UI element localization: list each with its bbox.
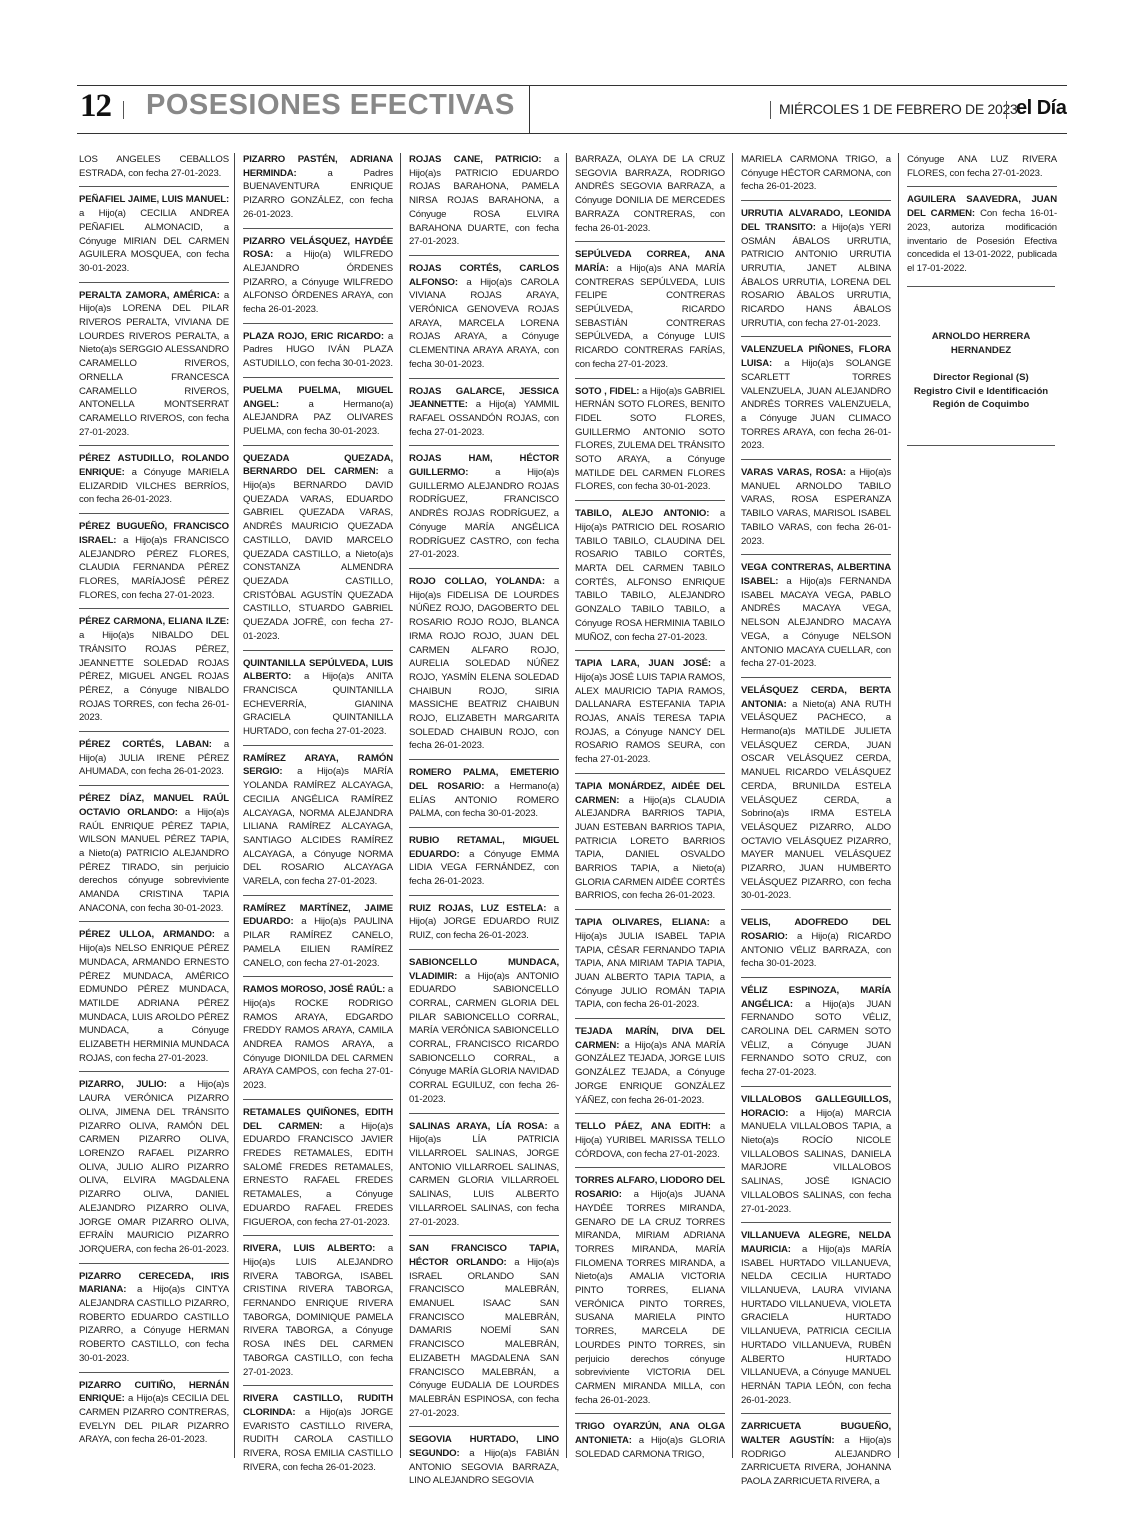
- header-bottom-rule: [77, 133, 1067, 134]
- notice-entry: [575, 916, 725, 1019]
- signatory-name: HERNANDEZ: [950, 344, 1012, 356]
- notice-text: a Hijo(a) RICARDO ANTONIO VÉLIZ BARRAZA, con fecha 30-01-2023.: [741, 930, 892, 970]
- notice-text: a Hijo(a) CECILIA ANDREA PEÑAFIEL ALMONACID, a Cónyuge MIRIAN DEL CARMEN AGUILERA MOSQUEA, con fecha 30-01-2023.: [79, 208, 229, 274]
- notice-text: a Hermano(a) ALEJANDRA PAZ OLIVARES PUELMA, con fecha 30-01-2023.: [243, 398, 393, 437]
- notice-text: a Hijo(a) JORGE EDUARDO RUIZ RUIZ, con fecha 26-01-2023.: [409, 902, 560, 942]
- notice-column-4: [575, 153, 725, 1458]
- notice-entry: [79, 452, 229, 514]
- notice-entry: [741, 153, 891, 201]
- deceased-name: VELÁSQUEZ CERDA, BERTA ANTONIA:: [741, 684, 891, 710]
- signature-block: [907, 330, 1055, 412]
- section-title: POSESIONES EFECTIVAS: [146, 89, 515, 121]
- notice-column-3: [409, 153, 560, 1487]
- notice-entry: [409, 1433, 559, 1494]
- notice-text: a Cónyuge MARIELA ELIZARDID VILCHES BERRÍOS, con fecha 26-01-2023.: [79, 467, 229, 506]
- deceased-name: RUBIO RETAMAL, MIGUEL EDUARDO:: [409, 834, 559, 860]
- deceased-name: VALENZUELA PIÑONES, FLORA LUISA:: [741, 344, 891, 370]
- deceased-name: PIZARRO CUITIÑO, HERNÁN ENRIQUE:: [79, 1379, 229, 1405]
- deceased-name: TAPIA MONÁRDEZ, AIDÉE DEL CARMEN:: [575, 780, 725, 806]
- notice-text: a Hijo(a) YURIBEL MARISSA TELLO CÓRDOVA, con fecha 27-01-2023.: [575, 1121, 725, 1160]
- deceased-name: ROJAS CORTÉS, CARLOS ALFONSO:: [409, 262, 559, 288]
- deceased-name: RAMÍREZ MARTÍNEZ, JAIME EDUARDO:: [243, 902, 393, 928]
- notice-text: Con fecha 16-01-2023, autoriza modificación inventario de Posesión Efectiva concedida el 13-01-2022, publicada el 17-01-2022.: [907, 208, 1057, 274]
- notice-entry: [741, 984, 891, 1087]
- notice-entry: [409, 902, 559, 950]
- deceased-name: TABILO, ALEJO ANTONIO:: [575, 508, 710, 520]
- notice-entry: [741, 466, 891, 555]
- notice-entry: [243, 153, 393, 229]
- deceased-name: RAMÍREZ ARAYA, RAMÓN SERGIO:: [243, 752, 393, 778]
- page-number: 12: [80, 88, 111, 124]
- notice-entry: [409, 1242, 559, 1427]
- notice-entry: [79, 615, 229, 732]
- deceased-name: SAN FRANCISCO TAPIA, HÉCTOR ORLANDO:: [409, 1243, 559, 1268]
- notice-text: a Hijo(a)s RODRIGO ALEJANDRO ZARRICUETA RIVERA, JOHANNA PAOLA ZARRICUETA RIVERA, a: [741, 1435, 891, 1488]
- notice-entry: [243, 235, 393, 324]
- notice-text: a Padres BUENAVENTURA ENRIQUE PIZARRO GONZÁLEZ, con fecha 26-01-2023.: [243, 167, 394, 220]
- deceased-name: PÉREZ ASTUDILLO, ROLANDO ENRIQUE:: [79, 453, 229, 479]
- notice-text: MARIELA CARMONA TRIGO, a Cónyuge HÉCTOR CARMONA, con fecha 26-01-2023.: [741, 154, 891, 193]
- header-tick: [770, 101, 771, 119]
- deceased-name: SABIONCELLO MUNDACA, VLADIMIR:: [409, 956, 559, 982]
- deceased-name: PUELMA PUELMA, MIGUEL ANGEL:: [243, 384, 393, 410]
- notice-entry: [409, 262, 559, 379]
- notice-entry: [79, 1078, 229, 1263]
- notice-entry: [79, 289, 229, 447]
- deceased-name: TELLO PÁEZ, ANA EDITH:: [575, 1121, 711, 1133]
- notice-text: a Padres HUGO IVÁN PLAZA ASTUDILLO, con fecha 30-01-2023.: [243, 330, 393, 370]
- column-divider: [400, 153, 401, 1458]
- deceased-name: PLAZA ROJO, ERIC RICARDO:: [243, 330, 384, 342]
- deceased-name: VEGA CONTRERAS, ALBERTINA ISABEL:: [741, 562, 891, 587]
- deceased-name: SOTO , FIDEL:: [575, 385, 640, 397]
- notice-entry: [907, 193, 1057, 281]
- notice-text: a Hijo(a)s GLORIA SOLEDAD CARMONA TRIGO,: [575, 1435, 726, 1460]
- notice-text: a Hijo(a)s EDUARDO FRANCISCO JAVIER FREDES RETAMALES, EDITH SALOMÉ FREDES RETAMALES, ERNESTO RAFAEL FREDES RETAMALES, a Cónyuge EDUARDO RAFAEL FREDES FIGUEROA, con fecha 27-01-2023.: [243, 1120, 393, 1228]
- header-tick: [1006, 101, 1007, 119]
- notice-text: a Hijo(a)s JULIA ISABEL TAPIA TAPIA, CÉSAR FERNANDO TAPIA TAPIA, ANA MIRIAM TAPIA TAPIA, JUAN ALBERTO TAPIA TAPIA, a Cónyuge JULIO ROMÁN TAPIA TAPIA, con fecha 26-01-2023.: [575, 917, 726, 1011]
- notice-entry: [243, 902, 393, 978]
- notice-text: a Hijo(a)s GABRIEL HERNÁN SOTO FLORES, BENITO FIDEL SOTO FLORES, GUILLERMO ANTONIO SOTO FLORES, ZULEMA DEL TRÁNSITO SOTO ARAYA, a Cónyuge MATILDE DEL CARMEN FLORES FLORES, con fecha 30-01-2023.: [575, 385, 725, 493]
- signatory-region: Región de Coquimbo: [932, 399, 1030, 410]
- deceased-name: RAMOS MOROSO, JOSÉ RAÚL:: [243, 984, 386, 996]
- header-top-rule: [77, 85, 1067, 86]
- deceased-name: RIVERA CASTILLO, RUDITH CLORINDA:: [243, 1393, 393, 1418]
- deceased-name: PÉREZ CARMONA, ELIANA ILZE:: [79, 616, 229, 628]
- deceased-name: RIVERA, LUIS ALBERTO:: [243, 1243, 376, 1255]
- notice-entry: [243, 1106, 393, 1236]
- notice-text: a Hijo(a)s YERI OSMÁN ÁBALOS URRUTIA, PATRICIO ANTONIO URRUTIA URRUTIA, JANET ALBINA ÁBALOS URRUTIA, LORENA DEL ROSARIO ÁBALOS URRUTIA, RICARDO HANS ÁBALOS URRUTIA, con fecha 27-01-2023.: [741, 221, 891, 329]
- notice-text: a Hijo(a)s MARÍA YOLANDA RAMÍREZ ALCAYAGA, CECILIA ANGÉLICA RAMÍREZ ALCAYAGA, NORMA ALEJANDRA LILIANA RAMÍREZ ALCAYAGA, SANTIAGO ALCIDES RAMÍREZ ALCAYAGA, a Cónyuge NORMA DEL ROSARIO ALCAYAGA VARELA, con fecha 27-01-2023.: [243, 766, 394, 888]
- deceased-name: PIZARRO CERECEDA, IRIS MARIANA:: [79, 1270, 229, 1296]
- notice-entry: [409, 956, 559, 1114]
- notice-text: a Hijo(a)s LORENA DEL PILAR RIVEROS PERALTA, VIVIANA DE LOURDES RIVEROS PERALTA, a Nieto(a)s SERGGIO ALESSANDRO CARAMELLO RIVEROS, ORNELLA FRANCESCA CARAMELLO RIVEROS, ANTONELLA MONTSERRAT CARAMELLO RIVEROS, con fecha 27-01-2023.: [79, 289, 229, 438]
- deceased-name: SALINAS ARAYA, LÍA ROSA:: [409, 1120, 548, 1132]
- notice-text: a Hermano(a) ELÍAS ANTONIO ROMERO PALMA, con fecha 30-01-2023.: [409, 780, 559, 820]
- deceased-name: TRIGO OYARZÚN, ANA OLGA ANTONIETA:: [575, 1421, 725, 1447]
- notice-entry: [741, 207, 891, 337]
- notice-entry: [575, 1025, 725, 1114]
- notice-text: a Hijo(a) JULIA IRENE PÉREZ AHUMADA, con fecha 26-01-2023.: [79, 739, 230, 778]
- notice-text: a Hijo(a)s JUAN FERNANDO SOTO VÉLIZ, CAROLINA DEL CARMEN SOTO VÉLIZ, a Cónyuge JUAN FERNANDO SOTO CRUZ, con fecha 27-01-2023.: [741, 998, 891, 1079]
- notice-entry: [575, 153, 725, 242]
- notice-entry: [79, 193, 229, 282]
- notice-text: a Hijo(a)s CECILIA DEL CARMEN PIZARRO CONTRERAS, EVELYN DEL PILAR PIZARRO ARAYA, con fecha 26-01-2023.: [79, 1393, 229, 1446]
- notice-entry: [79, 153, 229, 187]
- notice-entry: [409, 452, 559, 569]
- deceased-name: ZARRICUETA BUGUEÑO, WALTER AGUSTÍN:: [741, 1421, 891, 1447]
- deceased-name: URRUTIA ALVARADO, LEONIDA DEL TRANSITO:: [741, 208, 891, 233]
- signatory-title: Director Regional (S): [933, 372, 1029, 383]
- signatory-org: Registro Civil e Identificación: [913, 385, 1049, 397]
- deceased-name: ROMERO PALMA, EMETERIO DEL ROSARIO:: [409, 767, 559, 792]
- notice-entry: [409, 153, 559, 256]
- deceased-name: RUIZ ROJAS, LUZ ESTELA:: [409, 902, 547, 914]
- notice-column-2: [243, 153, 394, 1473]
- notice-entry: [907, 153, 1057, 187]
- notice-entry: [243, 752, 393, 896]
- notice-entry: [741, 561, 891, 678]
- notice-text: a Hijo(a)s RAÚL ENRIQUE PÉREZ TAPIA, WILSON MANUEL PÉREZ TAPIA, a Nieto(a) PATRICIO ALEJANDRO PÉREZ TIRADO, sin perjuicio derechos cónyuge sobreviviente AMANDA CRISTINA TAPIA ANACONA, con fecha 30-01-2023.: [79, 806, 229, 914]
- notice-entry: [79, 928, 229, 1072]
- notice-column-1: [79, 153, 229, 1458]
- deceased-name: RETAMALES QUIÑONES, EDITH DEL CARMEN:: [243, 1106, 393, 1132]
- deceased-name: TEJADA MARÍN, DIVA DEL CARMEN:: [575, 1026, 725, 1051]
- header-tick: [123, 101, 124, 119]
- notice-text: a Hijo(a)s ANITA FRANCISCA QUINTANILLA ECHEVERRÍA, GIANINA GRACIELA QUINTANILLA HURTADO, con fecha 27-01-2023.: [243, 671, 394, 738]
- notice-entry: [741, 1229, 891, 1414]
- notice-column-6: [907, 153, 1057, 288]
- notice-text: a Hijo(a)s BERNARDO DAVID QUEZADA VARAS, EDUARDO GABRIEL QUEZADA VARAS, ANDRÉS MAURICIO QUEZADA CASTILLO, DAVID MARCELO QUEZADA CASTILLO, a Nieto(a)s CONSTANZA ALMENDRA QUEZADA CASTILLO, CRISTÓBAL AGUSTÍN QUEZADA CASTILLO, STUARDO GABRIEL QUEZADA JOFRÉ, con fecha 27-01-2023.: [243, 466, 394, 642]
- notice-entry: [409, 1120, 559, 1237]
- notice-text: a Hijo(a)s ROCKE RODRIGO RAMOS ARAYA, EDGARDO FREDDY RAMOS ARAYA, CAMILA ANDREA RAMOS ARAYA, a Cónyuge DIONILDA DEL CARMEN ARAYA CAMPOS, con fecha 27-01-2023.: [243, 984, 393, 1092]
- deceased-name: QUINTANILLA SEPÚLVEDA, LUIS ALBERTO:: [243, 657, 393, 683]
- notice-text: a Hijo(a)s MANUEL ARNOLDO TABILO VARAS, ROSA ESPERANZA TABILO VARAS, MARISOL ISABEL TABILO VARAS, con fecha 26-01-2023.: [741, 467, 891, 547]
- notice-entry: [575, 1420, 725, 1467]
- notice-text: a Hijo(a)s LÍA PATRICIA VILLARROEL SALINAS, JORGE ANTONIO VILLARROEL SALINAS, CARMEN GLORIA VILLARROEL SALINAS, LUIS ALBERTO VILLARROEL SALINAS, con fecha 27-01-2023.: [409, 1120, 559, 1228]
- deceased-name: PEÑAFIEL JAIME, LUIS MANUEL:: [79, 194, 229, 206]
- notice-text: BARRAZA, OLAYA DE LA CRUZ SEGOVIA BARRAZA, RODRIGO ANDRÉS SEGOVIA BARRAZA, a Cónyuge DONILIA DE MERCEDES BARRAZA CONTRERAS, con fecha 26-01-2023.: [575, 154, 725, 234]
- column-divider: [898, 153, 899, 1458]
- notice-text: a Hijo(a)s LUIS ALEJANDRO RIVERA TABORGA, ISABEL CRISTINA RIVERA TABORGA, FERNANDO ENRIQUE RIVERA TABORGA, DOMINIQUE PAMELA RIVERA TABORGA, a Cónyuge ROSA INÉS DEL CARMEN TABORGA CASTILLO, con fecha 27-01-2023.: [243, 1243, 394, 1378]
- deceased-name: PÉREZ DÍAZ, MANUEL RAÚL OCTAVIO ORLANDO:: [79, 793, 229, 818]
- deceased-name: VARAS VARAS, ROSA:: [741, 467, 846, 479]
- notice-entry: [243, 330, 393, 378]
- notice-text: a Hijo(a)s ANTONIO EDUARDO SABIONCELLO CORRAL, CARMEN GLORIA DEL PILAR SABIONCELLO CORRAL, MARÍA VERÓNICA SABIONCELLO CORRAL, FRANCISCO RICARDO SABIONCELLO CORRAL, a Cónyuge MARÍA GLORIA NAVIDAD CORRAL EGUILUZ, con fecha 26-01-2023.: [409, 970, 559, 1105]
- notice-text: a Hijo(a) MARCIA MANUELA VILLALOBOS TAPIA, a Nieto(a)s ROCÍO NICOLE VILLALOBOS SALINAS, DANIELA MARJORE VILLALOBOS SALINAS, JOSÉ IGNACIO VILLALOBOS SALINAS, con fecha 27-01-2023.: [741, 1107, 891, 1215]
- notice-entry: [243, 1392, 393, 1480]
- notice-entry: [575, 507, 725, 651]
- notice-entry: [575, 780, 725, 910]
- notice-text: a Hijo(a)s JOSÉ LUIS TAPIA RAMOS, ALEX MAURICIO TAPIA RAMOS, DALLANARA ESTEFANIA TAPIA ROJAS, ANAÍS TERESA TAPIA ROJAS, a Cónyuge NANCY DEL ROSARIO RAMOS SEURA, con fecha 27-01-2023.: [575, 658, 725, 766]
- deceased-name: PÉREZ CORTÉS, LABAN:: [79, 739, 212, 751]
- deceased-name: ROJAS HAM, HÉCTOR GUILLERMO:: [409, 453, 559, 479]
- deceased-name: TAPIA LARA, JUAN JOSÉ:: [575, 658, 711, 670]
- notice-entry: [243, 657, 393, 746]
- notice-text: a Hijo(a)s SOLANGE SCARLETT TORRES VALENZUELA, JUAN ALEJANDRO ANDRÉS TORRES VALENZUELA, a Cónyuge JUAN CLIMACO TORRES ARAYA, con fecha 26-01-2023.: [741, 358, 891, 452]
- notice-text: a Hijo(a)s MARÍA ISABEL HURTADO VILLANUEVA, NELDA CECILIA HURTADO VILLANUEVA, LAURA VIVIANA HURTADO VILLANUEVA, VIOLETA GRACIELA HURTADO VILLANUEVA, PATRICIA CECILIA HURTADO VILLANUEVA, RUBÉN ALBERTO HURTADO VILLANUEVA, a Cónyuge MANUEL HERNÁN TAPIA LEÓN, con fecha 26-01-2023.: [741, 1243, 891, 1406]
- notice-entry: [79, 738, 229, 786]
- notice-entry: [409, 575, 559, 760]
- notice-entry: [575, 657, 725, 774]
- notice-text: a Hijo(a)s JORGE EVARISTO CASTILLO RIVERA, RUDITH CAROLA CASTILLO RIVERA, ROSA EMILIA CASTILLO RIVERA, con fecha 26-01-2023.: [243, 1406, 393, 1473]
- notice-entry: [741, 343, 891, 460]
- issue-date: MIÉRCOLES 1 DE FEBRERO DE 2023: [779, 101, 1018, 117]
- deceased-name: PIZARRO, JULIO:: [79, 1079, 167, 1091]
- notice-text: a Hijo(a)s JUANA HAYDÉE TORRES MIRANDA, GENARO DE LA CRUZ TORRES MIRANDA, MIRIAM ADRIANA TORRES MIRANDA, MARÍA FILOMENA TORRES MIRANDA, a Nieto(a)s AMALIA VICTORIA PINTO TORRES, ELIANA VERÓNICA PINTO TORRES, SUSANA MARIELA PINTO TORRES, MARCELA DE LOURDES PINTO TORRES, sin perjuicio derechos cónyuge sobreviviente VICTORIA DEL CARMEN MIRANDA MILLA, con fecha 26-01-2023.: [575, 1189, 725, 1406]
- deceased-name: ROJO COLLAO, YOLANDA:: [409, 575, 545, 587]
- notice-entry: [741, 1093, 891, 1223]
- column-divider: [234, 153, 235, 1458]
- deceased-name: TORRES ALFARO, LIODORO DEL ROSARIO:: [575, 1175, 725, 1201]
- deceased-name: VELIS, ADOFREDO DEL ROSARIO:: [741, 917, 891, 942]
- deceased-name: PÉREZ ULLOA, ARMANDO:: [79, 929, 215, 941]
- notice-entry: [575, 1120, 725, 1168]
- notice-text: a Hijo(a)s ANA MARÍA GONZÁLEZ TEJADA, JORGE LUIS GONZÁLEZ TEJADA, a Cónyuge JORGE ENRIQUE GONZÁLEZ YÁÑEZ, con fecha 26-01-2023.: [575, 1039, 725, 1106]
- deceased-name: AGUILERA SAAVEDRA, JUAN DEL CARMEN:: [907, 194, 1057, 220]
- notice-entry: [575, 1174, 725, 1414]
- deceased-name: VÉLIZ ESPINOZA, MARÍA ANGÉLICA:: [741, 984, 891, 1010]
- notice-column-5: [741, 153, 892, 1488]
- deceased-name: PERALTA ZAMORA, AMÉRICA:: [79, 289, 220, 301]
- notice-entry: [575, 385, 725, 502]
- notice-text: a Hijo(a)s NELSO ENRIQUE PÉREZ MUNDACA, ARMANDO ERNESTO PÉREZ MUNDACA, AMÉRICO EDMUNDO PÉREZ MUNDACA, MATILDE ADRIANA PÉREZ MUNDACA, LUIS AROLDO PÉREZ MUNDACA, a Cónyuge ELIZABETH HERMINIA MUNDACA ROJAS, con fecha 27-01-2023.: [79, 929, 229, 1064]
- deceased-name: PIZARRO PASTÉN, ADRIANA HERMINDA:: [243, 154, 393, 179]
- column-divider: [732, 153, 733, 1458]
- notice-entry: [79, 792, 229, 922]
- notice-text: a Hijo(a)s CAROLA VIVIANA ROJAS ARAYA, VERÓNICA GENOVEVA ROJAS ARAYA, MARCELA LORENA ROJAS ARAYA, a Cónyuge CLEMENTINA ARAYA ARAYA, con fecha 30-01-2023.: [409, 276, 559, 370]
- notice-text: a Hijo(a) YAMMIL RAFAEL OSSANDÓN ROJAS, con fecha 27-01-2023.: [409, 399, 560, 438]
- deceased-name: PÉREZ BUGUEÑO, FRANCISCO ISRAEL:: [79, 521, 229, 546]
- notice-entry: [243, 983, 393, 1100]
- deceased-name: TAPIA OLIVARES, ELIANA:: [575, 917, 710, 929]
- notice-entry: [741, 1420, 891, 1495]
- column-divider: [566, 153, 567, 1458]
- notice-entry: [741, 916, 891, 978]
- notice-text: a Hijo(a)s PATRICIO DEL ROSARIO TABILO TABILO, CLAUDINA DEL ROSARIO TABILO CORTÉS, MARTA DEL CARMEN TABILO CORTÉS, ALFONSO ENRIQUE TABILO TABILO, ALEJANDRO GONZALO TABILO TABILO, a Cónyuge ROSA HERMINIA TABILO MUÑOZ, con fecha 27-01-2023.: [575, 508, 726, 643]
- notice-text: a Hijo(a)s PATRICIO EDUARDO ROJAS BARAHONA, PAMELA NIRSA ROJAS BARAHONA, a Cónyuge ROSA ELVIRA BARAHONA DUARTE, con fecha 27-01-2023.: [409, 154, 559, 248]
- notice-entry: [79, 1270, 229, 1373]
- deceased-name: VILLANUEVA ALEGRE, NELDA MAURICIA:: [741, 1230, 891, 1255]
- header-divider: [529, 85, 530, 133]
- signature-rule: [907, 286, 1055, 287]
- notice-text: a Hijo(a)s FABIÁN ANTONIO SEGOVIA BARRAZA, LINO ALEJANDRO SEGOVIA: [409, 1448, 560, 1487]
- signature-rule: [907, 445, 1055, 446]
- notice-entry: [409, 834, 559, 896]
- notice-text: a Hijo(a) WILFREDO ALEJANDRO ÓRDENES PIZARRO, a Cónyuge WILFREDO ALFONSO ÓRDENES ARAYA, con fecha 26-01-2023.: [243, 249, 393, 316]
- notice-text: a Hijo(a)s NIBALDO DEL TRÁNSITO ROJAS PÉREZ, JEANNETTE SOLEDAD ROJAS PÉREZ, MIGUEL ANGEL ROJAS PÉREZ, a Cónyuge NIBALDO ROJAS TORRES, con fecha 26-01-2023.: [79, 630, 229, 724]
- notice-entry: [409, 766, 559, 828]
- notice-text: a Hijo(a)s PAULINA PILAR RAMÍREZ CANELO, PAMELA EILIEN RAMÍREZ CANELO, con fecha 27-01-2023.: [243, 916, 394, 969]
- notice-entry: [243, 1242, 393, 1386]
- notice-text: a Cónyuge EMMA LIDIA VEGA FERNÁNDEZ, con fecha 26-01-2023.: [409, 848, 559, 888]
- deceased-name: QUEZADA QUEZADA, BERNARDO DEL CARMEN:: [243, 452, 393, 478]
- newspaper-logo: el Día: [1016, 97, 1067, 119]
- notice-text: Cónyuge ANA LUZ RIVERA FLORES, con fecha 27-01-2023.: [907, 154, 1057, 179]
- notice-entry: [409, 385, 559, 447]
- notice-entry: [575, 248, 725, 378]
- deceased-name: ROJAS GALARCE, JESSICA JEANNETTE:: [409, 385, 559, 411]
- notice-text: a Hijo(a)s ISRAEL ORLANDO SAN FRANCISCO MALEBRÁN, EMANUEL ISAAC SAN FRANCISCO MALEBRÁN, DAMARIS NOEMÍ SAN FRANCISCO MALEBRÁN, ELIZABETH MAGDALENA SAN FRANCISCO MALEBRÁN, a Cónyuge EUDALIA DE LOURDES MALEBRÁN ESPINOSA, con fecha 27-01-2023.: [409, 1256, 559, 1419]
- notice-text: a Nieto(a) ANA RUTH VELÁSQUEZ PACHECO, a Hermano(a)s MATILDE JULIETA VELÁSQUEZ CERDA, JUAN OSCAR VELÁSQUEZ CERDA, MANUEL RICARDO VELÁSQUEZ CERDA, BRUNILDA ESTELA VELÁSQUEZ CERDA, a Sobrino(a)s IRMA ESTELA VELÁSQUEZ PIZARRO, ALDO OCTAVIO VELÁSQUEZ PIZARRO, MAYER MANUEL VELÁSQUEZ PIZARRO, JUAN HUMBERTO VELÁSQUEZ PIZARRO, con fecha 30-01-2023.: [741, 698, 892, 902]
- notice-text: a Hijo(a)s FRANCISCO ALEJANDRO PÉREZ FLORES, CLAUDIA FERNANDA PÉREZ FLORES, MARÍAJOSÉ PÉREZ FLORES, con fecha 27-01-2023.: [79, 534, 229, 601]
- signatory-name: ARNOLDO HERRERA: [931, 331, 1031, 342]
- notice-entry: [79, 520, 229, 609]
- notice-text: a Hijo(a)s FERNANDA ISABEL MACAYA VEGA, PABLO ANDRÉS MACAYA VEGA, NELSON ALEJANDRO MACAYA VEGA, a Cónyuge NELSON ANTONIO MACAYA CUELLAR, con fecha 27-01-2023.: [741, 575, 892, 670]
- notice-entry: [243, 384, 393, 446]
- notice-entry: [79, 1379, 229, 1454]
- notice-text: a Hijo(a)s CINTYA ALEJANDRA CASTILLO PIZARRO, ROBERTO EDUARDO CASTILLO PIZARRO, a Cónyuge HERMAN ROBERTO CASTILLO, con fecha 30-01-2023.: [79, 1284, 229, 1364]
- notice-text: LOS ANGELES CEBALLOS ESTRADA, con fecha 27-01-2023.: [79, 154, 229, 179]
- notice-text: a Hijo(a)s FIDELISA DE LOURDES NÚÑEZ ROJO, DAGOBERTO DEL ROSARIO ROJO ROJO, BLANCA IRMA ROJO ROJO, JUAN DEL CARMEN ALFARO ROJO, AURELIA SOLEDAD NÚÑEZ ROJO, YASMÍN ELENA SOLEDAD CHAIBUN ROJO, SIRIA MASSICHE BEATRIZ CHAIBUN ROJO, ELIZABETH MARGARITA SOLEDAD CHAIBUN ROJO, con fecha 26-01-2023.: [409, 575, 559, 752]
- deceased-name: PIZARRO VELÁSQUEZ, HAYDÉE ROSA:: [243, 235, 393, 261]
- notice-entry: [741, 684, 891, 910]
- notice-text: a Hijo(a)s GUILLERMO ALEJANDRO ROJAS RODRÍGUEZ, FRANCISCO ANDRÉS ROJAS RODRÍGUEZ, a Cónyuge MARÍA ANGÉLICA RODRÍGUEZ CASTRO, con fecha 27-01-2023.: [409, 467, 559, 561]
- deceased-name: ROJAS CANE, PATRICIO:: [409, 154, 542, 165]
- notice-text: a Hijo(a)s LAURA VERÓNICA PIZARRO OLIVA, JIMENA DEL TRÁNSITO PIZARRO OLIVA, RAMÓN DEL CARMEN PIZARRO OLIVA, LORENZO RAFAEL PIZARRO OLIVA, JULIO ALIRO PIZARRO OLIVA, ELVIRA MAGDALENA PIZARRO OLIVA, DANIEL ALEJANDRO PIZARRO OLIVA, JORGE OMAR PIZARRO OLIVA, EFRAÍN MAURICIO PIZARRO JORQUERA, con fecha 26-01-2023.: [79, 1079, 229, 1255]
- notice-text: a Hijo(a)s ANA MARÍA CONTRERAS SEPÚLVEDA, LUIS FELIPE CONTRERAS SEPÚLVEDA, RICARDO SEBASTIÁN CONTRERAS SEPÚLVEDA, a Cónyuge LUIS RICARDO CONTRERAS FARÍAS, con fecha 27-01-2023.: [575, 262, 725, 370]
- notice-text: a Hijo(a)s CLAUDIA ALEJANDRA BARRIOS TAPIA, JUAN ESTEBAN BARRIOS TAPIA, PATRICIA LORETO BARRIOS TAPIA, DANIEL OSVALDO BARRIOS TAPIA, a Nieto(a) GLORIA CARMEN AIDÉE CORTÉS BARRIOS, con fecha 26-01-2023.: [575, 794, 725, 902]
- notice-entry: [243, 452, 393, 651]
- deceased-name: SEPÚLVEDA CORREA, ANA MARÍA:: [575, 249, 725, 274]
- deceased-name: VILLALOBOS GALLEGUILLOS, HORACIO:: [741, 1093, 891, 1119]
- deceased-name: SEGOVIA HURTADO, LINO SEGUNDO:: [409, 1434, 559, 1460]
